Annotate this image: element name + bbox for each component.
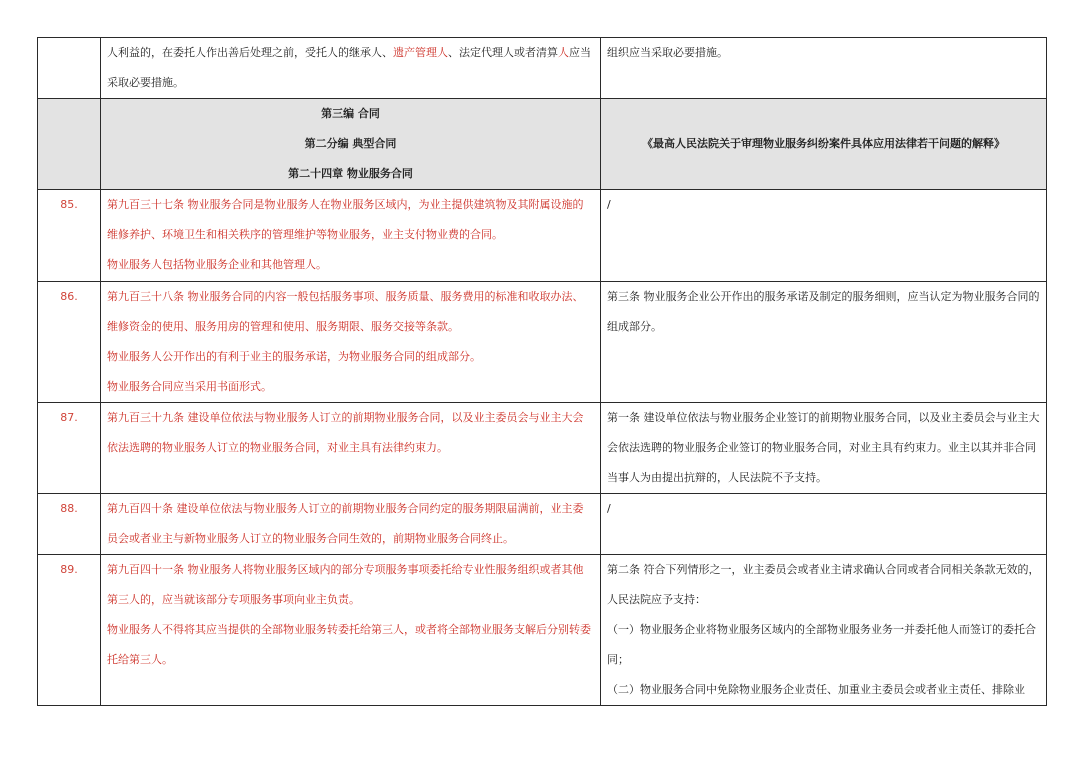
civil-code-article: 第九百三十七条 物业服务合同是物业服务人在物业服务区域内，为业主提供建筑物及其附属设施的维修养护、环境卫生和相关秩序的管理维护等物业服务，业主支付物业费的合同。 物业服务人包括物业服务企业和其他管理人。 [101, 190, 601, 282]
interpretation-article: 第一条 建设单位依法与物业服务企业签订的前期物业服务合同，以及业主委员会与业主大会依法选聘的物业服务企业签订的物业服务合同，对业主具有约束力。业主以其并非合同当事人为由提出抗辩的，人民法院不予支持。 [601, 403, 1047, 494]
comparison-table [37, 37, 1047, 706]
header-empty-cell [38, 99, 101, 190]
table-row [38, 190, 1047, 282]
part-title: 第三编 合同 [321, 107, 380, 120]
table-row [38, 555, 1047, 706]
row-number: 87. [38, 403, 101, 494]
interpretation-title: 《最高人民法院关于审理物业服务纠纷案件具体应用法律若干问题的解释》 [601, 99, 1047, 190]
interpretation-article: / [601, 494, 1047, 555]
chapter-title: 第二十四章 物业服务合同 [288, 167, 413, 180]
civil-code-article: 第九百三十八条 物业服务合同的内容一般包括服务事项、服务质量、服务费用的标准和收取办法、维修资金的使用、服务用房的管理和使用、服务期限、服务交接等条款。 物业服务人公开作出的有利于业主的服务承诺，为物业服务合同的组成部分。 物业服务合同应当采用书面形式。 [101, 282, 601, 403]
section-header-row [38, 99, 1047, 190]
interpretation-cell [601, 38, 1047, 99]
table-row [38, 494, 1047, 555]
row-number: 85. [38, 190, 101, 282]
row-number-cell [38, 38, 101, 99]
continuation-text: 组织应当采取必要措施。 [607, 46, 728, 59]
interpretation-article: 第三条 物业服务企业公开作出的服务承诺及制定的服务细则，应当认定为物业服务合同的组成部分。 [601, 282, 1047, 403]
table-row [38, 403, 1047, 494]
interpretation-article: / [601, 190, 1047, 282]
row-number: 88. [38, 494, 101, 555]
continuation-text: 人利益的，在委托人作出善后处理之前，受托人的继承人、遗产管理人、法定代理人或者清算人应当采取必要措施。 [107, 46, 591, 89]
section-heading [101, 99, 601, 190]
row-number: 89. [38, 555, 101, 706]
table-row [38, 38, 1047, 99]
table-row [38, 282, 1047, 403]
civil-code-cell [101, 38, 601, 99]
subpart-title: 第二分编 典型合同 [304, 137, 397, 150]
civil-code-article: 第九百三十九条 建设单位依法与物业服务人订立的前期物业服务合同，以及业主委员会与业主大会依法选聘的物业服务人订立的物业服务合同，对业主具有法律约束力。 [101, 403, 601, 494]
civil-code-article: 第九百四十一条 物业服务人将物业服务区域内的部分专项服务事项委托给专业性服务组织或者其他第三人的，应当就该部分专项服务事项向业主负责。 物业服务人不得将其应当提供的全部物业服务转委托给第三人，或者将全部物业服务支解后分别转委托给第三人。 [101, 555, 601, 706]
interpretation-article: 第二条 符合下列情形之一，业主委员会或者业主请求确认合同或者合同相关条款无效的，人民法院应予支持： （一）物业服务企业将物业服务区域内的全部物业服务业务一并委托他人而签订的委托合同； （二）物业服务合同中免除物业服务企业责任、加重业主委员会或者业主责任、排除业 [601, 555, 1047, 706]
row-number: 86. [38, 282, 101, 403]
civil-code-article: 第九百四十条 建设单位依法与物业服务人订立的前期物业服务合同约定的服务期限届满前，业主委员会或者业主与新物业服务人订立的物业服务合同生效的，前期物业服务合同终止。 [101, 494, 601, 555]
